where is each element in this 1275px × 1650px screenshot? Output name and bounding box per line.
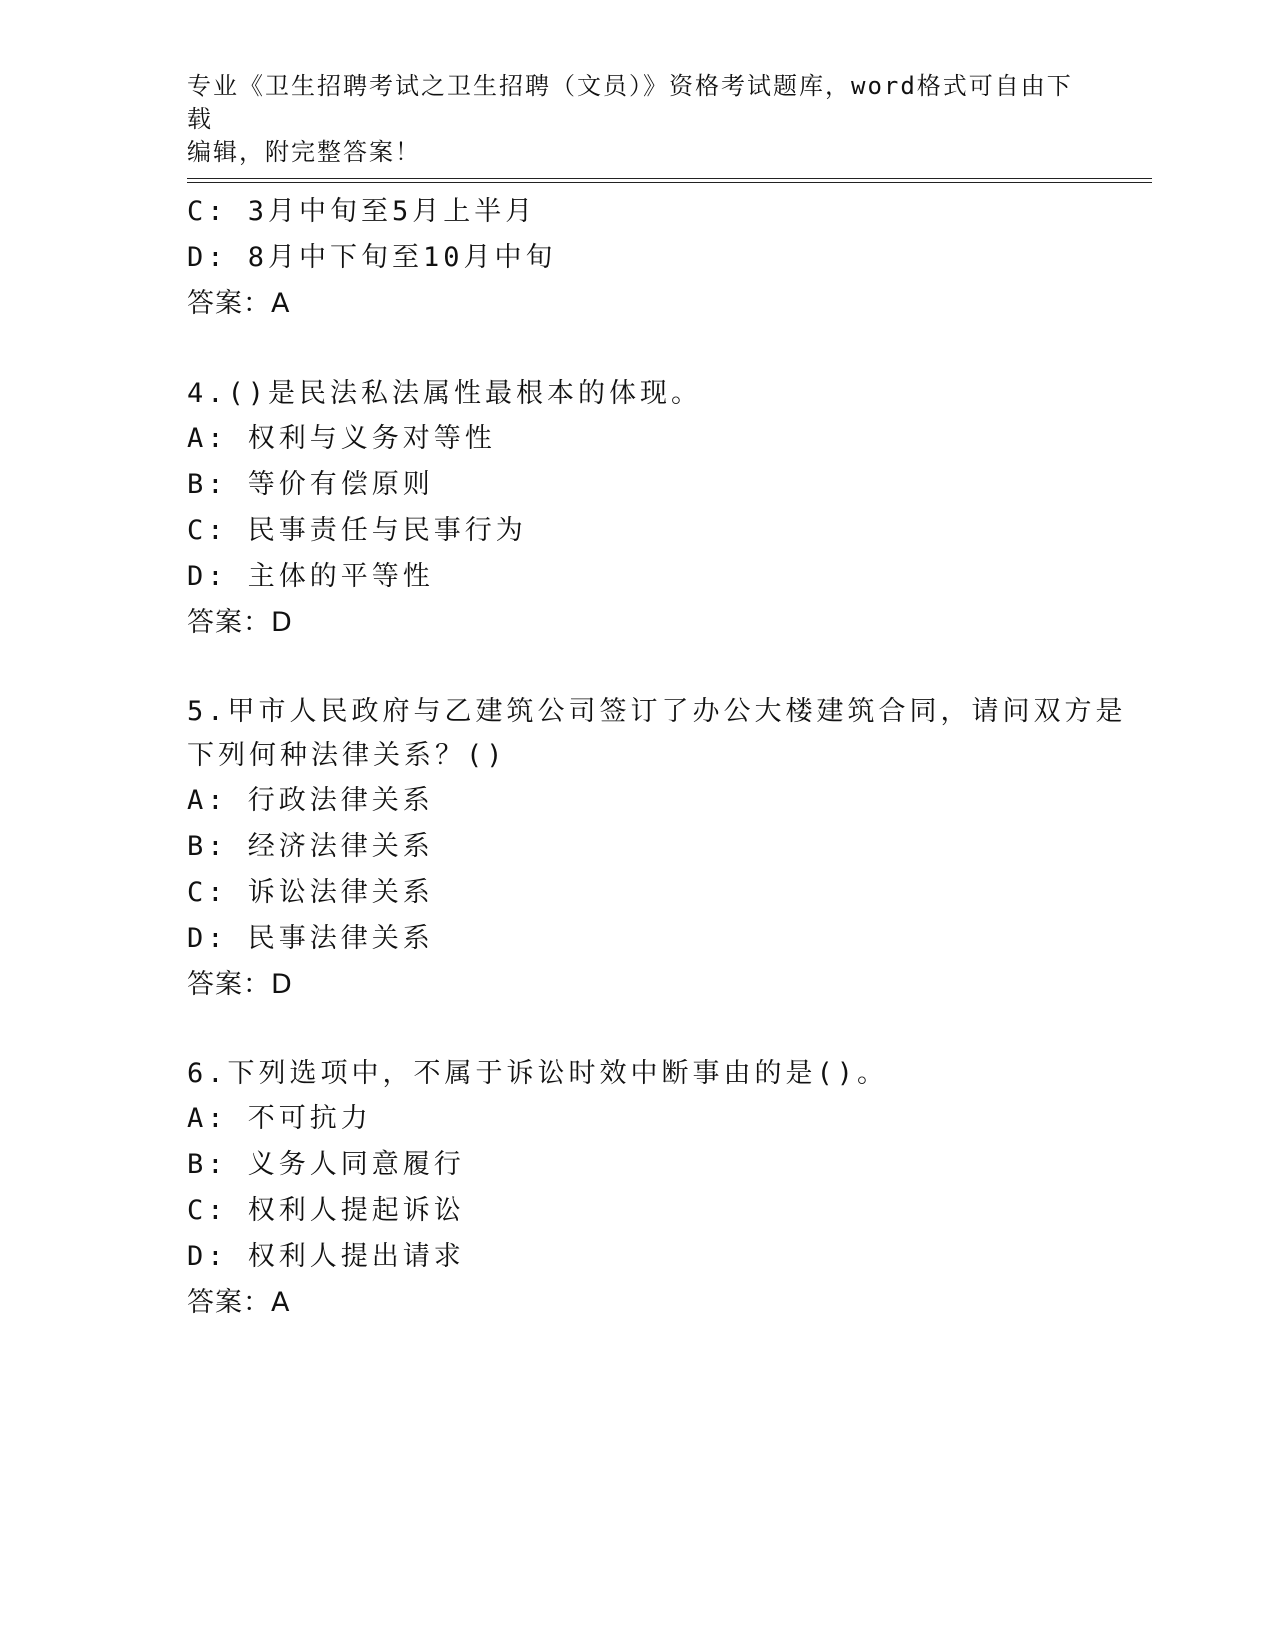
- option-c: C: 权利人提起诉讼: [187, 1195, 465, 1226]
- option-a: A: 不可抗力: [187, 1103, 372, 1134]
- option-b: B: 等价有偿原则: [187, 469, 434, 500]
- question-block-4: [187, 372, 1147, 646]
- option-c: C: 3月中旬至5月上半月: [187, 196, 537, 227]
- option-d: D: 主体的平等性: [187, 561, 434, 592]
- option-d: D: 民事法律关系: [187, 923, 434, 954]
- document-header: [187, 70, 1087, 169]
- spacer: [187, 1008, 1147, 1052]
- question-list: [187, 189, 1147, 1326]
- question-text: 6.下列选项中，不属于诉讼时效中断事由的是()。: [187, 1058, 889, 1089]
- answer-label: 答案：A: [187, 1287, 291, 1318]
- spacer: [187, 327, 1147, 372]
- option-d: D: 8月中下旬至10月中旬: [187, 242, 557, 273]
- answer-label: 答案：D: [187, 607, 293, 638]
- question-block-6: [187, 1052, 1147, 1326]
- spacer: [187, 646, 1147, 690]
- option-a: A: 权利与义务对等性: [187, 423, 496, 454]
- header-line-2: 编辑，附完整答案！: [187, 138, 421, 166]
- option-b: B: 经济法律关系: [187, 831, 434, 862]
- question-text: 4.()是民法私法属性最根本的体现。: [187, 378, 703, 409]
- option-a: A: 行政法律关系: [187, 785, 434, 816]
- question-text: 5.甲市人民政府与乙建筑公司签订了办公大楼建筑合同，请问双方是下列何种法律关系？(): [187, 696, 1127, 771]
- question-block-5: [187, 690, 1147, 1008]
- header-line-1: 专业《卫生招聘考试之卫生招聘（文员）》资格考试题库，word格式可自由下载: [187, 72, 1073, 133]
- option-d: D: 权利人提出请求: [187, 1241, 465, 1272]
- header-rule-bottom: [187, 182, 1152, 183]
- answer-label: 答案：D: [187, 969, 293, 1000]
- option-c: C: 民事责任与民事行为: [187, 515, 527, 546]
- answer-label: 答案：A: [187, 288, 291, 319]
- option-b: B: 义务人同意履行: [187, 1149, 465, 1180]
- option-c: C: 诉讼法律关系: [187, 877, 434, 908]
- question-block-partial: [187, 189, 1147, 327]
- header-rule-top: [187, 178, 1152, 179]
